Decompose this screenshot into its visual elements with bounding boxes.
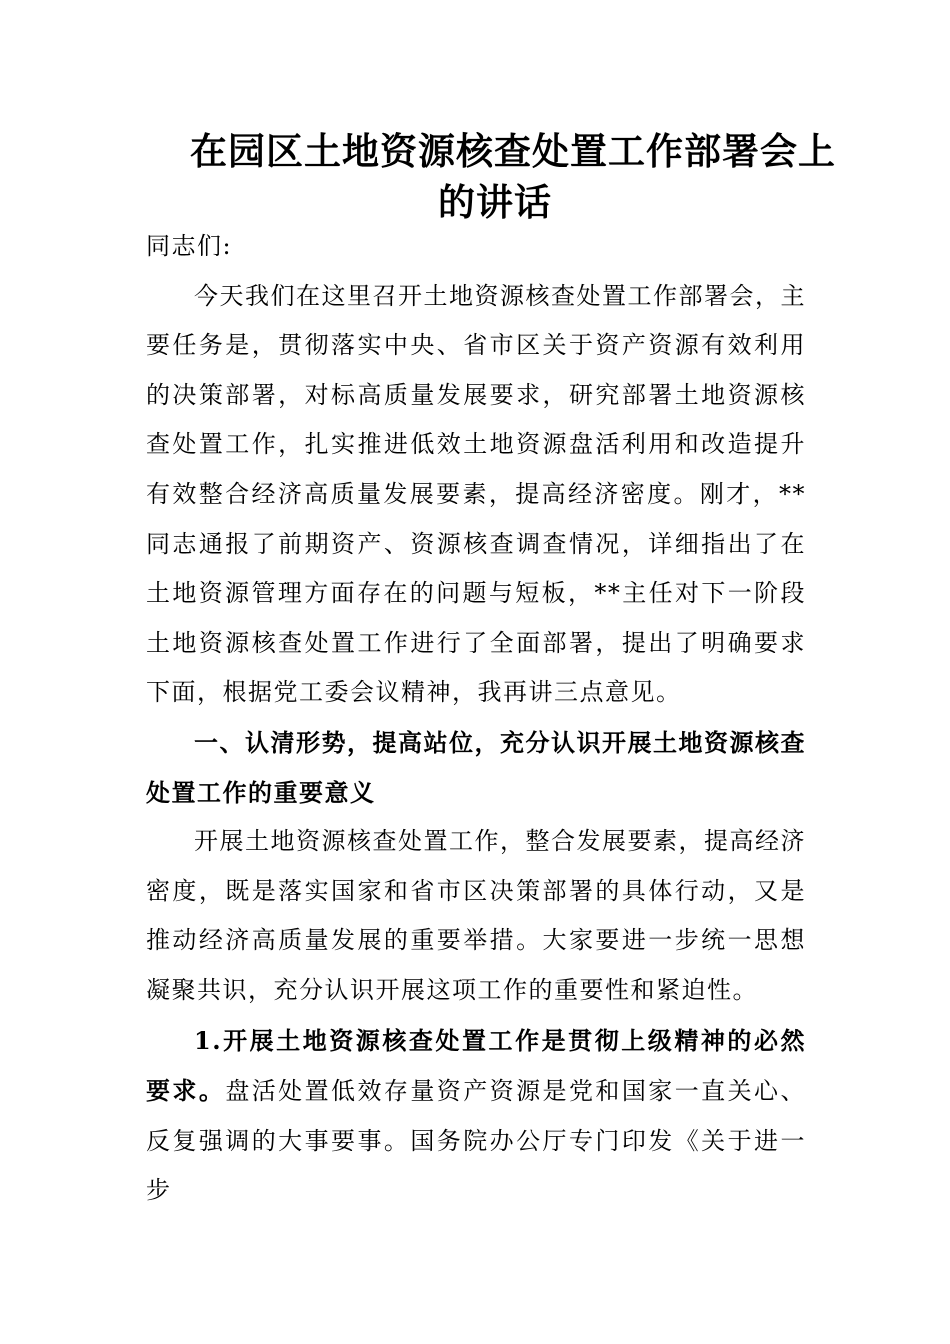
title-line-1: 在园区土地资源核查处置工作部署会上 [190, 129, 836, 173]
point-1-paragraph [146, 1016, 806, 1216]
title-line-2: 的讲话 [438, 180, 552, 224]
salutation: 同志们: [146, 232, 233, 260]
point-1-heading: 1.开展土地资源核查处置工作是贯彻上级精神的必然要求。 [146, 1025, 806, 1106]
document-body [146, 222, 806, 1216]
point-1-text: 盘活处置低效存量资产资源是党和国家一直关心、反复强调的大事要事。国务院办公厅专门印发《关于进一步 [146, 1077, 806, 1205]
document-title [190, 126, 836, 228]
paragraph-section-1: 开展土地资源核查处置工作，整合发展要素，提高经济密度，既是落实国家和省市区决策部署的具体行动，又是推动经济高质量发展的重要举措。大家要进一步统一思想凝聚共识，充分认识开展这项工作的重要性和紧迫性。 [146, 827, 806, 1004]
paragraph-intro: 今天我们在这里召开土地资源核查处置工作部署会，主要任务是，贯彻落实中央、省市区关于资产资源有效利用的决策部署，对标高质量发展要求，研究部署土地资源核查处置工作，扎实推进低效土地资源盘活利用和改造提升有效整合经济高质量发展要素，提高经济密度。刚才，**同志通报了前期资产、资源核查调查情况，详细指出了在土地资源管理方面存在的问题与短板，**主任对下一阶段土地资源核查处置工作进行了全面部署，提出了明确要求下面，根据党工委会议精神，我再讲三点意见。 [146, 281, 806, 707]
section-heading-1: 一、认清形势，提高站位，充分认识开展土地资源核查处置工作的重要意义 [146, 727, 806, 807]
